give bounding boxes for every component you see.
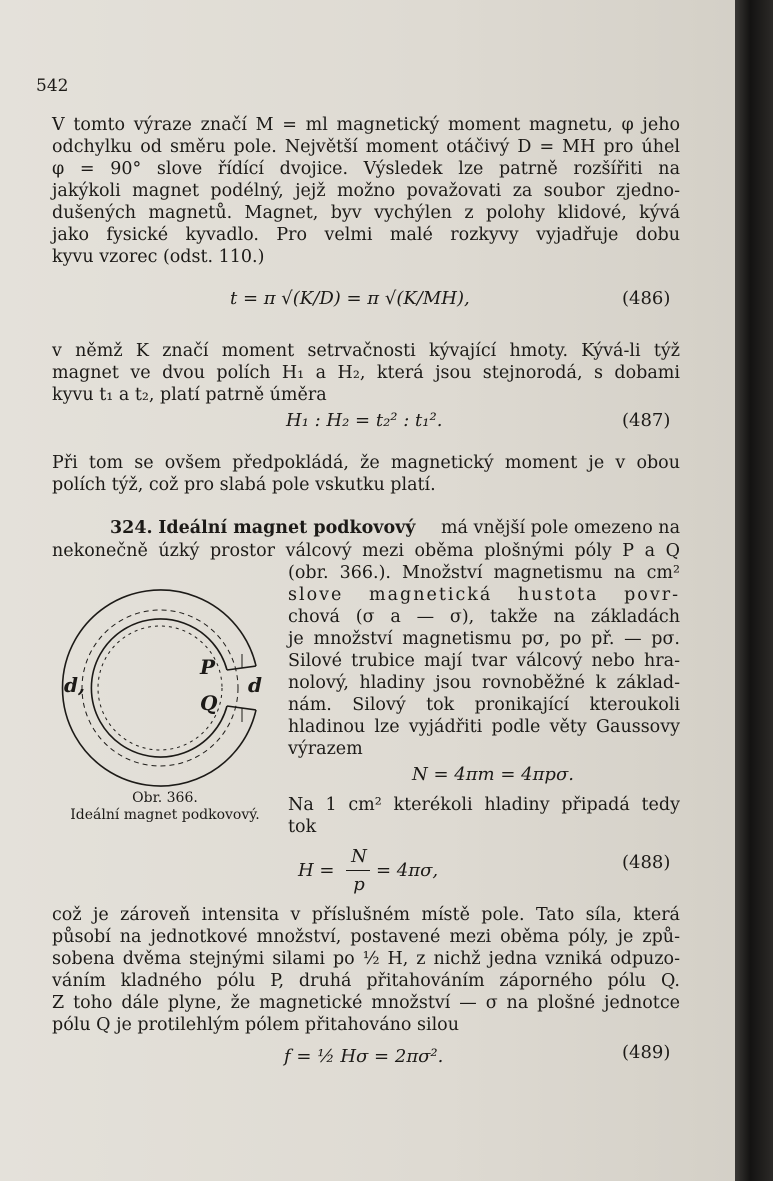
- text-line: slove magnetická hustota povr-: [288, 585, 680, 605]
- text-line: v němž K značí moment setrvačnosti kývající hmoty. Kývá-li týž: [52, 341, 680, 361]
- equation-number-488: (488): [622, 852, 671, 873]
- section-number: 324.: [110, 518, 153, 538]
- equation-488-denominator: p: [353, 874, 365, 895]
- label-P: P: [200, 655, 216, 679]
- text-line: což je zároveň intensita v příslušném místě pole. Tato síla, která: [52, 905, 680, 925]
- text-line: působí na jednotkové množství, postavené mezi oběma póly, je způ-: [52, 927, 680, 947]
- text-line: dušených magnetů. Magnet, byv vychýlen z polohy klidové, kývá: [52, 203, 680, 223]
- text-line: magnet ve dvou polích H₁ a H₂, která jsou stejnorodá, s dobami: [52, 363, 680, 383]
- text-line: výrazem: [288, 739, 363, 759]
- equation-486: t = π √(K/D) = π √(K/MH),: [230, 288, 470, 309]
- label-d1: d,: [64, 673, 85, 697]
- text-line: chová (σ a — σ), takže na základách: [288, 607, 680, 627]
- section-first-line-rest: má vnější pole omezeno na: [440, 518, 680, 538]
- equation-number-487: (487): [622, 410, 671, 431]
- book-spine-shadow: [735, 0, 773, 1181]
- label-Q: Q: [200, 691, 218, 715]
- section-heading: [110, 518, 680, 538]
- text-line: tok: [288, 817, 317, 837]
- text-line: V tomto výraze značí M = ml magnetický moment magnetu, φ jeho: [52, 115, 680, 135]
- text-line: jakýkoli magnet podélný, jejž možno považovati za soubor zjedno-: [52, 181, 680, 201]
- section-title: Ideální magnet podkovový: [158, 518, 416, 538]
- equation-489: f = ½ Hσ = 2πσ².: [284, 1046, 444, 1067]
- text-line: Na 1 cm² kterékoli hladiny připadá tedy: [288, 795, 680, 815]
- magnet-inner-edge: [91, 619, 227, 757]
- text-line: polích týž, což pro slabá pole vskutku platí.: [52, 475, 436, 495]
- figure-caption-number: Obr. 366.: [132, 790, 198, 806]
- equation-488-rhs: = 4πσ,: [376, 860, 439, 881]
- text-line: Z toho dále plyne, že magnetické množství — σ na plošné jednotce: [52, 993, 680, 1013]
- fraction-bar: [346, 870, 370, 871]
- text-line: (obr. 366.). Množství magnetismu na cm²: [288, 563, 680, 583]
- text-line: nekonečně úzký prostor válcový mezi oběma plošnými póly P a Q: [52, 541, 680, 561]
- text-line: váním kladného pólu P, druhá přitahováním záporného pólu Q.: [52, 971, 680, 991]
- equation-number-486: (486): [622, 288, 671, 309]
- text-line: Silové trubice mají tvar válcový nebo hra-: [288, 651, 680, 671]
- text-line: odchylku od směru pole. Největší moment otáčivý D = MH pro úhel: [52, 137, 680, 157]
- text-line: φ = 90° slove řídící dvojice. Výsledek lze patrně rozšířiti na: [52, 159, 680, 179]
- text-line: pólu Q je protilehlým pólem přitahováno silou: [52, 1015, 459, 1035]
- text-line: kyvu vzorec (odst. 110.): [52, 247, 265, 267]
- text-line: nám. Silový tok pronikající kteroukoli: [288, 695, 680, 715]
- equation-number-489: (489): [622, 1042, 671, 1063]
- equation-488-numerator: N: [351, 846, 367, 867]
- page-number: 542: [36, 76, 69, 96]
- text-line: jako fysické kyvadlo. Pro velmi malé rozkyvy vyjadřuje dobu: [52, 225, 680, 245]
- outer-field-line: [82, 610, 238, 766]
- equation-487: H₁ : H₂ = t₂² : t₁².: [286, 410, 443, 431]
- text-line: kyvu t₁ a t₂, platí patrně úměra: [52, 385, 327, 405]
- horseshoe-magnet-figure: [60, 588, 270, 788]
- text-line: hladinou lze vyjádřiti podle věty Gaussovy: [288, 717, 680, 737]
- label-d: d: [248, 673, 262, 697]
- inner-field-line: [98, 626, 222, 750]
- text-line: Při tom se ovšem předpokládá, že magnetický moment je v obou: [52, 453, 680, 473]
- equation-flux: N = 4πm = 4πpσ.: [412, 764, 574, 785]
- text-line: sobena dvěma stejnými silami po ½ H, z nichž jedna vzniká odpuzo-: [52, 949, 680, 969]
- figure-caption-title: Ideální magnet podkovový.: [70, 807, 260, 823]
- text-line: je množství magnetismu pσ, po př. — pσ.: [288, 629, 680, 649]
- equation-488-lhs: H =: [298, 860, 335, 881]
- text-line: nolový, hladiny jsou rovnoběžné k základ-: [288, 673, 680, 693]
